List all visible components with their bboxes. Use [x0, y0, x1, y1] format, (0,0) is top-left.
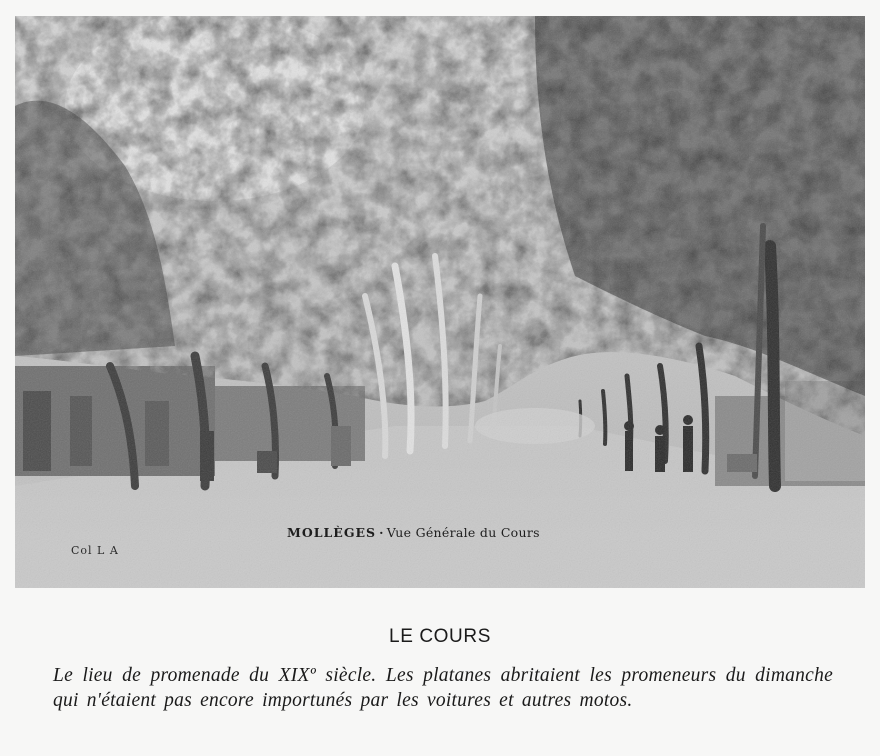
caption-separator: ·: [379, 525, 384, 540]
postcard-caption: [287, 525, 540, 540]
body-text: Le lieu de promenade du XIXº siècle. Les platanes abritaient les promeneurs du dimanche qui n'étaient pas encore importunés par les voitures et autres motos.: [53, 665, 833, 711]
postcard-photo: [15, 16, 865, 588]
collection-mark: Col L A: [71, 544, 119, 557]
avenue-of-plane-trees-image: [15, 16, 865, 588]
section-title: LE COURS: [389, 626, 491, 647]
caption-place-name: MOLLÈGES: [287, 525, 377, 540]
caption-description: Vue Générale du Cours: [386, 525, 540, 540]
